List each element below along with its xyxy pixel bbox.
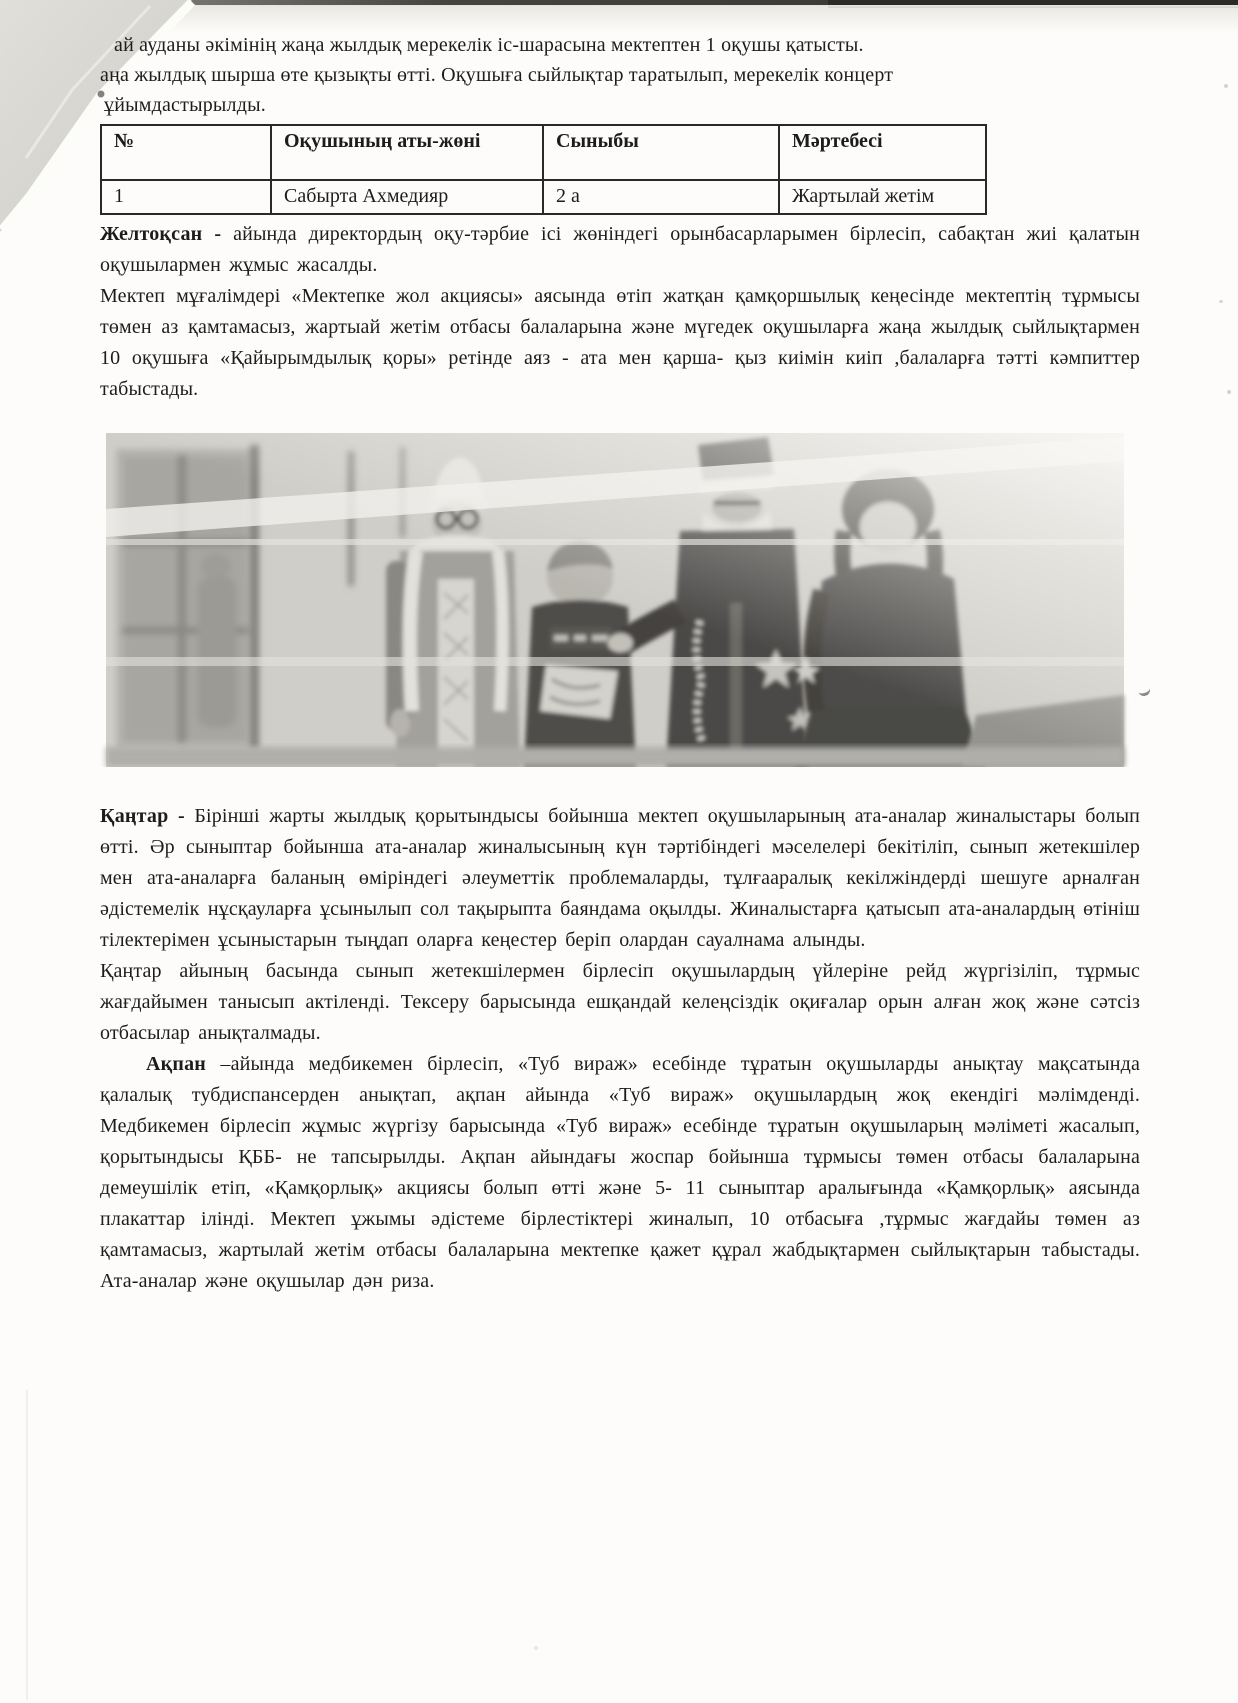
toner-speck bbox=[1219, 300, 1223, 303]
paragraph-december bbox=[100, 219, 1140, 281]
toner-speck bbox=[534, 1646, 538, 1650]
intro-paragraph bbox=[100, 30, 1140, 120]
table-cell-status: Жартылай жетім bbox=[779, 180, 986, 214]
table-header-class: Сыныбы bbox=[543, 125, 779, 180]
new-year-photo bbox=[100, 411, 1130, 767]
table-cell-student-name: Сабырта Ахмедияр bbox=[271, 180, 543, 214]
paragraph-february bbox=[100, 1049, 1140, 1297]
photo-illustration bbox=[100, 411, 1130, 767]
paragraph-january bbox=[100, 801, 1140, 956]
table-header-status: Мәртебесі bbox=[779, 125, 986, 180]
toner-speck bbox=[1227, 390, 1231, 394]
table-cell-number: 1 bbox=[101, 180, 271, 214]
document-body bbox=[100, 0, 1140, 1297]
february-label: Ақпан bbox=[146, 1053, 207, 1075]
table-row bbox=[101, 180, 986, 214]
table-header-student-name: Оқушының аты-жөні bbox=[271, 125, 543, 180]
january-text: Бірінші жарты жылдық қорытындысы бойынша мектеп оқушыларының ата-аналар жиналыстары болып өтті. Әр сыныптар бойынша ата-аналар жиналысының күн тәртібіндегі мәселелері бекітіліп, сынып жетекшілер мен ата-аналарға баланың өміріндегі әлеуметтік проблемаларды, тұлғааралық кекілжіндерді шешуге арналған әдістемелік нұсқауларға ұсынылып сол тақырыпта баяндама оқылды. Жиналыстарға қатысып ата-аналардың өтініш тілектерімен ұсыныстарын тыңдап оларға кеңестер беріп олардан сауалнама алынды. bbox=[100, 805, 1141, 951]
intro-line-1: ай ауданы әкімінің жаңа жылдық мерекелік іс-шарасына мектептен 1 оқушы қатысты. bbox=[114, 34, 864, 56]
intro-line-3: ұйымдастырылды. bbox=[104, 94, 266, 116]
january-label: Қаңтар - bbox=[100, 805, 185, 827]
toner-speck bbox=[1224, 84, 1228, 88]
intro-line-2: аңа жылдық шырша өте қызықты өтті. Оқушыға сыйлықтар таратылып, мерекелік концерт bbox=[100, 64, 894, 86]
student-table bbox=[100, 124, 987, 215]
december-label: Желтоқсан - bbox=[100, 223, 222, 245]
photo-corner-fade bbox=[106, 433, 1124, 767]
february-text: –айында медбикемен бірлесіп, «Туб вираж» есебінде тұратын оқушыларды анықтау мақсатында қалалық тубдиспансерден анықтап, ақпан айында «Туб вираж» оқушылардың жоқ екендігі мәлімденді. Медбикемен бірлесіп жұмыс жүргізу барысында «Туб вираж» есебінде тұратын оқушыларың мәліметі жасалып, қорытындысы ҚББ- не тапсырылды. Ақпан айындағы жоспар бойынша тұрмысы төмен отбасы балаларына демеушілік етіп, «Қамқорлық» акциясы болып өтті және 5- 11 сыныптар аралығында «Қамқорлық» аясында плакаттар ілінді. Мектеп ұжымы әдістеме бірлестіктері жиналып, 10 отбасыға ,тұрмыс жағдайы төмен аз қамтамасыз, жартылай жетім отбасы балаларына мектепке қажет құрал жабдықтармен сыйлықтарын табыстады. Ата-аналар және оқушылар дән риза. bbox=[100, 1053, 1140, 1292]
december-text: айында директордың оқу-тәрбие ісі жөніндегі орынбасарларымен бірлесіп, сабақтан жиі қалатын оқушылармен жұмыс жасалды. bbox=[100, 223, 1140, 276]
table-header-number: № bbox=[101, 125, 271, 180]
paragraph-school-action: Мектеп мұғалімдері «Мектепке жол акциясы» аясында өтіп жатқан қамқоршылық кеңесінде мектептің тұрмысы төмен аз қамтамасыз, жартыай жетім отбасы балаларына және мүгедек оқушыларға жаңа жылдық сыйлықтармен 10 оқушыға «Қайырымдылық қоры» ретінде аяз - ата мен қарша- қыз киімін киіп ,балаларға тәтті кәмпиттер табыстады. bbox=[100, 285, 1140, 400]
table-cell-class: 2 а bbox=[543, 180, 779, 214]
scan-line-artifact bbox=[26, 1390, 28, 1700]
paragraph-january-raid: Қаңтар айының басында сынып жетекшілермен бірлесіп оқушылардың үйлеріне рейд жүргізіліп, тұрмыс жағдайымен танысып актіленді. Тексеру барысында ешқандай келеңсіздік оқиғалар орын алған жоқ және сәтсіз отбасылар анықталмады. bbox=[100, 960, 1140, 1044]
table-header-row bbox=[101, 125, 986, 180]
